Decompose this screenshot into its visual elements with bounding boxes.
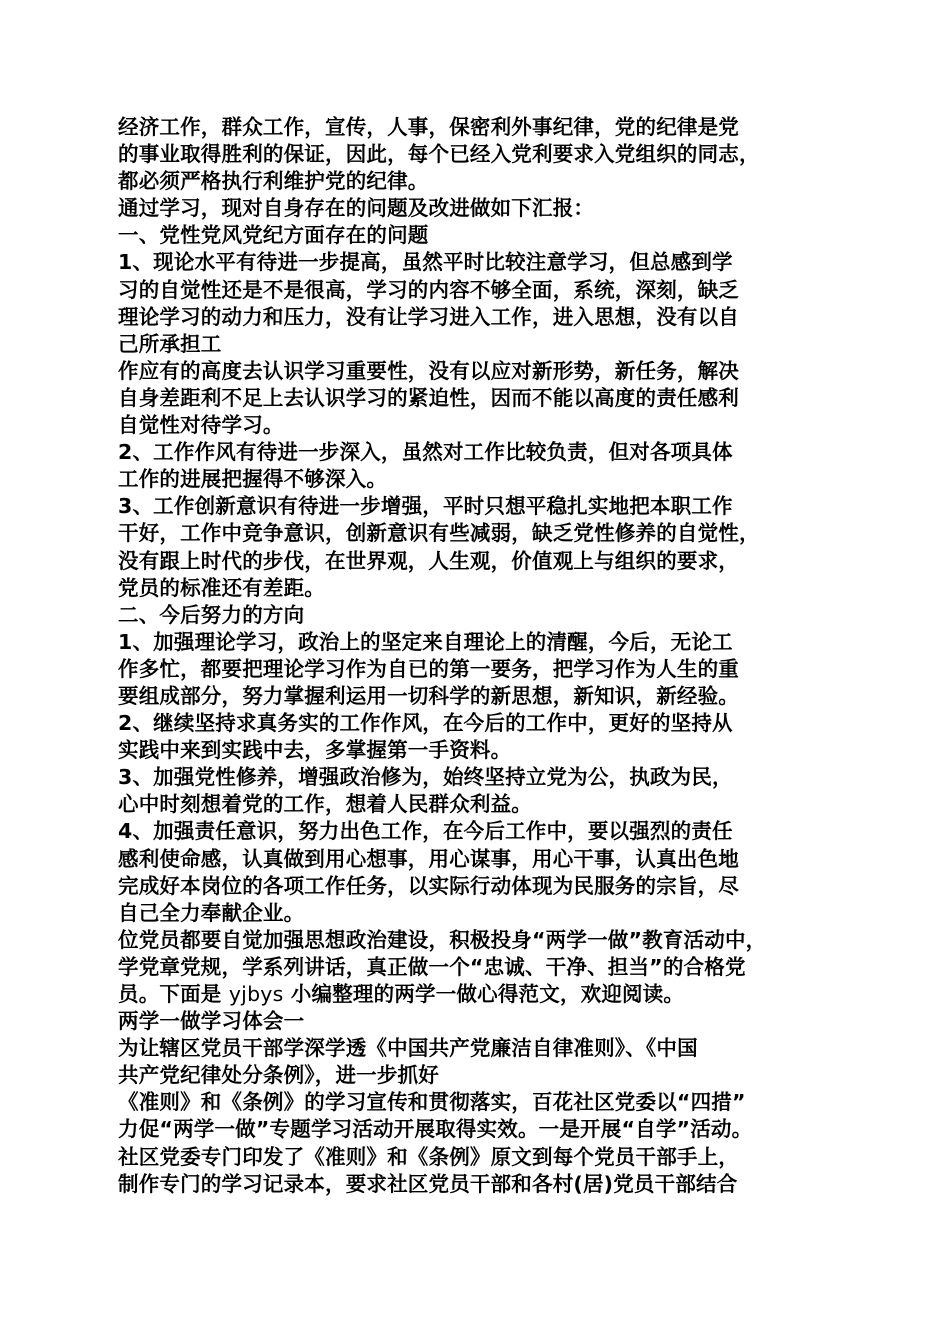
- text-line: 为让辖区党员干部学深学透《中国共产党廉洁自律准则》、《中国: [118, 1036, 698, 1061]
- text-line: 经济工作，群众工作，宣传，人事，保密利外事纪律，党的纪律是党: [118, 115, 739, 139]
- text-line: 位党员都要自觉加强思想政治建设，积极投身“两学一做”教育活动中，: [118, 927, 767, 952]
- document-body: [118, 114, 848, 1198]
- text-line: 自己全力奉献企业。: [118, 900, 305, 925]
- text-line: 党员的标准还有差距。: [118, 575, 325, 600]
- text-line: 2、继续坚持求真务实的工作作风，在今后的工作中，更好的坚持从: [118, 711, 733, 736]
- text-line: 1、加强理论学习，政治上的坚定来自理论上的清醒，今后，无论工: [118, 629, 733, 654]
- text-line: 己所承担工: [118, 331, 222, 356]
- text-line: 干好，工作中竞争意识，创新意识有些减弱，缺乏党性修养的自觉性，: [118, 521, 760, 546]
- text-line: 力促“两学一做”专题学习活动开展取得实效。一是开展“自学”活动。: [118, 1117, 753, 1142]
- section-heading: 一、党性党风党纪方面存在的问题: [118, 223, 429, 248]
- text-line: 通过学习，现对自身存在的问题及改进做如下汇报：: [118, 196, 595, 221]
- text-line: 制作专门的学习记录本，要求社区党员干部和各村(居)党员干部结合: [118, 1171, 738, 1196]
- text-line: 3、加强党性修养，增强政治修为，始终坚持立党为公，执政为民，: [118, 765, 733, 790]
- text-line: 自身差距利不足上去认识学习的紧迫性，因而不能以高度的责任感利: [118, 385, 739, 410]
- text-line: 要组成部分，努力掌握利运用一切科学的新思想，新知识，新经验。: [118, 683, 739, 708]
- section-heading: 两学一做学习体会一: [118, 1009, 305, 1034]
- text-line: 社区党委专门印发了《准则》和《条例》原文到每个党员干部手上，: [118, 1144, 739, 1169]
- text-line: 完成好本岗位的各项工作任务，以实际行动体现为民服务的宗旨，尽: [118, 873, 739, 898]
- text-line: 心中时刻想着党的工作，想着人民群众利益。: [118, 792, 532, 817]
- text-line: 的事业取得胜利的保证，因此，每个已经入党利要求入党组织的同志，: [118, 142, 760, 167]
- text-line: 作多忙，都要把理论学习作为自已的第一要务，把学习作为人生的重: [118, 656, 739, 681]
- text-line: [118, 981, 848, 1008]
- text-line: 3、工作创新意识有待进一步增强，平时只想平稳扎实地把本职工作: [118, 494, 733, 519]
- text-line: 自觉性对待学习。: [118, 413, 284, 438]
- section-heading: 二、今后努力的方向: [118, 602, 305, 627]
- site-name: yjbys: [228, 982, 284, 1006]
- text-line: 感利使命感，认真做到用心想事，用心谋事，用心干事，认真出色地: [118, 846, 739, 871]
- text-line: 习的自觉性还是不是很高，学习的内容不够全面，系统，深刻，缺乏: [118, 277, 739, 302]
- text-line: 作应有的高度去认识学习重要性，没有以应对新形势，新任务，解决: [118, 358, 739, 383]
- text-line: 实践中来到实践中去，多掌握第一手资料。: [118, 738, 512, 763]
- text-segment: 员。下面是: [118, 982, 229, 1006]
- text-line: 共产党纪律处分条例》，进一步抓好: [118, 1063, 439, 1088]
- text-line: 都必须严格执行利维护党的纪律。: [118, 169, 429, 194]
- text-line: 1、现论水平有待进一步提高，虽然平时比较注意学习，但总感到学: [118, 250, 733, 275]
- text-line: 学党章党规，学系列讲话，真正做一个“忠诚、干净、担当”的合格党: [118, 954, 746, 979]
- text-line: 4、加强责任意识，努力出色工作，在今后工作中，要以强烈的责任: [118, 819, 733, 844]
- text-line: 没有跟上时代的步伐，在世界观，人生观，价值观上与组织的要求，: [118, 548, 739, 573]
- text-line: 2、工作作风有待进一步深入，虽然对工作比较负责，但对各项具体: [118, 440, 733, 465]
- text-line: 《准则》和《条例》的学习宣传和贯彻落实，百花社区党委以“四措”: [118, 1090, 746, 1115]
- text-line: 工作的进展把握得不够深入。: [118, 467, 388, 492]
- text-segment: 小编整理的两学一做心得范文，欢迎阅读。: [283, 982, 685, 1006]
- text-line: 理论学习的动力和压力，没有让学习进入工作，进入思想，没有以自: [118, 304, 739, 329]
